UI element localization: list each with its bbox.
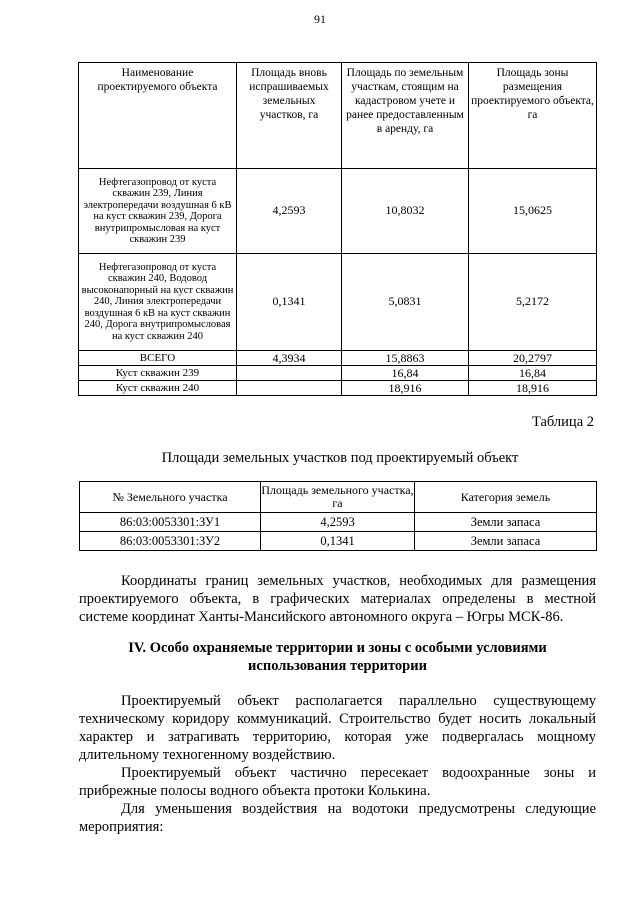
- value-cell: 15,8863: [342, 351, 469, 366]
- land-category-cell: Земли запаса: [415, 513, 597, 532]
- plot-number-cell: 86:03:0053301:ЗУ2: [80, 532, 261, 551]
- column-header: Наименование проектируемого объекта: [79, 63, 237, 169]
- value-cell: 5,2172: [469, 254, 597, 351]
- total-label: ВСЕГО: [79, 351, 237, 366]
- column-header: Площадь зоны размещения проектируемого объекта, га: [469, 63, 597, 169]
- value-cell: 10,8032: [342, 169, 469, 254]
- table-row: [79, 254, 597, 351]
- object-name-cell: Нефтегазопровод от куста скважин 239, Линия электропередачи воздушная 6 кВ на куст скважин 239, Дорога внутрипромысловая на куст скважин 239: [79, 169, 237, 254]
- table-header-row: [80, 482, 597, 513]
- column-header: Площадь земельного участка, га: [261, 482, 415, 513]
- value-cell: 18,916: [342, 381, 469, 396]
- object-name-cell: Куст скважин 239: [79, 366, 237, 381]
- table-row: [79, 366, 597, 381]
- table-caption: Таблица 2: [531, 414, 594, 430]
- plot-area-cell: 4,2593: [261, 513, 415, 532]
- table-row: [80, 513, 597, 532]
- body-paragraph: Для уменьшения воздействия на водотоки предусмотрены следующие мероприятия:: [79, 801, 596, 835]
- value-cell: [237, 381, 342, 396]
- plot-area-cell: 0,1341: [261, 532, 415, 551]
- object-name-cell: Куст скважин 240: [79, 381, 237, 396]
- table-title: Площади земельных участков под проектируемый объект: [161, 450, 519, 466]
- page-number: 91: [314, 12, 326, 26]
- table-row: [79, 381, 597, 396]
- value-cell: 16,84: [469, 366, 597, 381]
- value-cell: 20,2797: [469, 351, 597, 366]
- plot-number-cell: 86:03:0053301:ЗУ1: [80, 513, 261, 532]
- value-cell: 16,84: [342, 366, 469, 381]
- section-heading: IV. Особо охраняемые территории и зоны с особыми условиями использования территории: [128, 640, 547, 674]
- value-cell: 4,2593: [237, 169, 342, 254]
- total-row: [79, 351, 597, 366]
- coordinates-paragraph: Координаты границ земельных участков, необходимых для размещения проектируемого объекта, в графических материалах определены в местной системе координат Ханты-Мансийского автономного округа – Югры МСК-86.: [79, 573, 596, 625]
- value-cell: 15,0625: [469, 169, 597, 254]
- column-header: Категория земель: [415, 482, 597, 513]
- land-plots-table: [79, 481, 597, 551]
- body-paragraph: Проектируемый объект располагается параллельно существующему техническому коридору коммуникаций. Строительство будет носить локальный характер и затрагивать территорию, которая уже подвергалась мощному длительному техногенному воздействию.: [79, 693, 596, 763]
- table-row: [80, 532, 597, 551]
- table-row: [79, 169, 597, 254]
- column-header: Площадь вновь испрашиваемых земельных участков, га: [237, 63, 342, 169]
- land-category-cell: Земли запаса: [415, 532, 597, 551]
- object-name-cell: Нефтегазопровод от куста скважин 240, Водовод высоконапорный на куст скважин 240, Линия электропередачи воздушная 6 кВ на куст скважин 240, Дорога внутрипромысловая на куст скважин 240: [79, 254, 237, 351]
- value-cell: 0,1341: [237, 254, 342, 351]
- column-header: Площадь по земельным участкам, стоящим на кадастровом учете и ранее предоставленным в аренду, га: [342, 63, 469, 169]
- value-cell: 18,916: [469, 381, 597, 396]
- body-paragraph: Проектируемый объект частично пересекает водоохранные зоны и прибрежные полосы водного объекта протоки Колькина.: [79, 765, 596, 799]
- value-cell: [237, 366, 342, 381]
- value-cell: 4,3934: [237, 351, 342, 366]
- table-header-row: [79, 63, 597, 169]
- value-cell: 5,0831: [342, 254, 469, 351]
- area-table: [78, 62, 597, 396]
- column-header: № Земельного участка: [80, 482, 261, 513]
